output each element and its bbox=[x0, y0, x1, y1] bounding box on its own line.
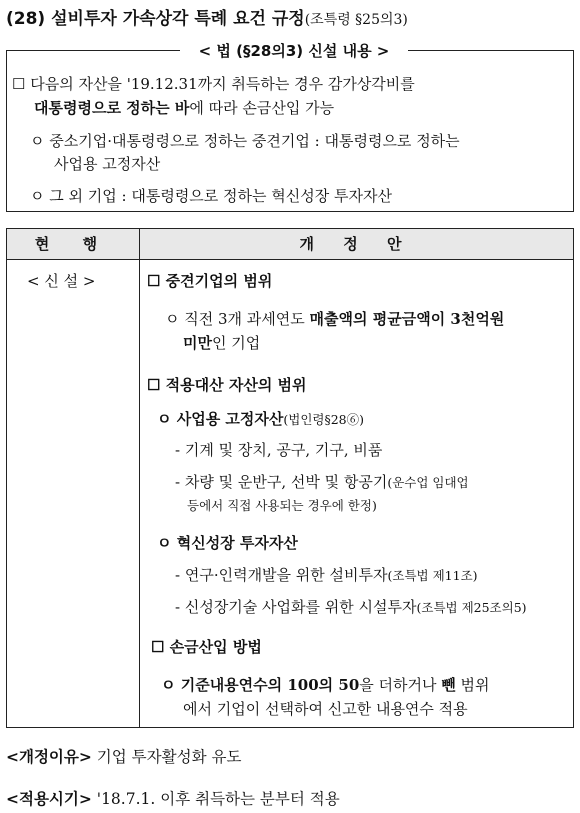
law-line-2 bbox=[34, 98, 334, 118]
s1-item-b-rest: 인 기업 bbox=[211, 334, 261, 352]
s2-sub2-item2-text: - 신성장기술 사업화를 위한 시설투자 bbox=[175, 598, 417, 616]
s3-item-a-bold: ㅇ 기준내용연수의 100의 50 bbox=[161, 676, 360, 694]
reason-text: 기업 투자활성화 유도 bbox=[91, 748, 242, 766]
s3-item-a bbox=[161, 675, 490, 695]
current-cell: < 신 설 > bbox=[27, 272, 96, 290]
s2-title: ☐ 적용대산 자산의 범위 bbox=[147, 376, 307, 394]
s1-item-b bbox=[183, 333, 260, 353]
header-revised: 개 정 안 bbox=[299, 235, 414, 253]
s2-sub1-item2a-text: - 차량 및 운반구, 선박 및 항공기 bbox=[175, 473, 388, 491]
apply-label: <적용시기> bbox=[6, 790, 92, 808]
s2-sub1-item2a bbox=[175, 472, 469, 493]
s3-title: ☐ 손금산입 방법 bbox=[151, 638, 262, 656]
law-line-1: ☐ 다음의 자산을 '19.12.31까지 취득하는 경우 감가상각비를 bbox=[12, 75, 415, 93]
s2-sub2-item1-text: - 연구·인력개발을 위한 설비투자 bbox=[175, 566, 388, 584]
law-item-2: ㅇ 그 외 기업 : 대통령령으로 정하는 혁신성장 투자자산 bbox=[30, 187, 392, 205]
s2-sub1-ref: (법인령§28⑥) bbox=[283, 412, 365, 427]
law-item-1b: 사업용 고정자산 bbox=[54, 155, 161, 173]
s2-sub1-item1: - 기계 및 장치, 공구, 기구, 비품 bbox=[175, 441, 383, 459]
column-divider bbox=[139, 259, 140, 727]
s2-sub2-item2 bbox=[175, 597, 527, 618]
s1-title: ☐ 중견기업의 범위 bbox=[147, 272, 273, 290]
apply-line bbox=[6, 787, 340, 809]
s3-item-a-rest: 범위 bbox=[455, 676, 490, 694]
s1-item-a-bold: 매출액의 평균금액이 3천억원 bbox=[309, 310, 505, 328]
header-current: 현 행 bbox=[7, 229, 140, 259]
table-header-row bbox=[7, 229, 573, 260]
law-box-header: < 법 (§28의3) 신설 내용 > bbox=[180, 40, 408, 61]
s1-item-b-bold: 미만 bbox=[183, 334, 212, 352]
law-line-2-bold: 대통령령으로 정하는 바 bbox=[34, 99, 190, 117]
reason-line bbox=[6, 745, 241, 767]
s3-item-a-bold2: 뺀 bbox=[441, 676, 456, 694]
apply-text: '18.7.1. 이후 취득하는 분부터 적용 bbox=[91, 790, 340, 808]
reason-label: <개정이유> bbox=[6, 748, 92, 766]
page-title bbox=[6, 4, 408, 29]
s2-sub2-item2-ref: (조특법 제25조의5) bbox=[416, 600, 527, 615]
s3-item-b: 에서 기업이 선택하여 신고한 내용연수 적용 bbox=[183, 700, 468, 718]
s1-item-a bbox=[165, 309, 504, 329]
title-main: (28) 설비투자 가속상각 특례 요건 규정 bbox=[6, 9, 305, 29]
law-line-2-rest: 에 따라 손금산입 가능 bbox=[189, 99, 335, 117]
comparison-table bbox=[6, 228, 574, 728]
s2-sub1 bbox=[157, 409, 364, 430]
s3-item-a-mid: 을 더하거나 bbox=[359, 676, 442, 694]
s2-sub2-item1-ref: (조특법 제11조) bbox=[387, 568, 478, 583]
s2-sub1-item2b: 등에서 직접 사용되는 경우에 한정) bbox=[187, 498, 377, 513]
law-item-1a: ㅇ 중소기업·대통령령으로 정하는 중견기업 : 대통령령으로 정하는 bbox=[30, 132, 460, 150]
s2-sub2-title: ㅇ 혁신성장 투자자산 bbox=[157, 534, 298, 552]
s2-sub1-title: ㅇ 사업용 고정자산 bbox=[157, 410, 284, 428]
s1-item-a-pre: ㅇ 직전 3개 과세연도 bbox=[165, 310, 310, 328]
s2-sub1-item2a-note: (운수업 임대업 bbox=[387, 475, 469, 490]
s2-sub2-item1 bbox=[175, 565, 478, 586]
title-ref: (조특령 §25의3) bbox=[304, 12, 408, 28]
